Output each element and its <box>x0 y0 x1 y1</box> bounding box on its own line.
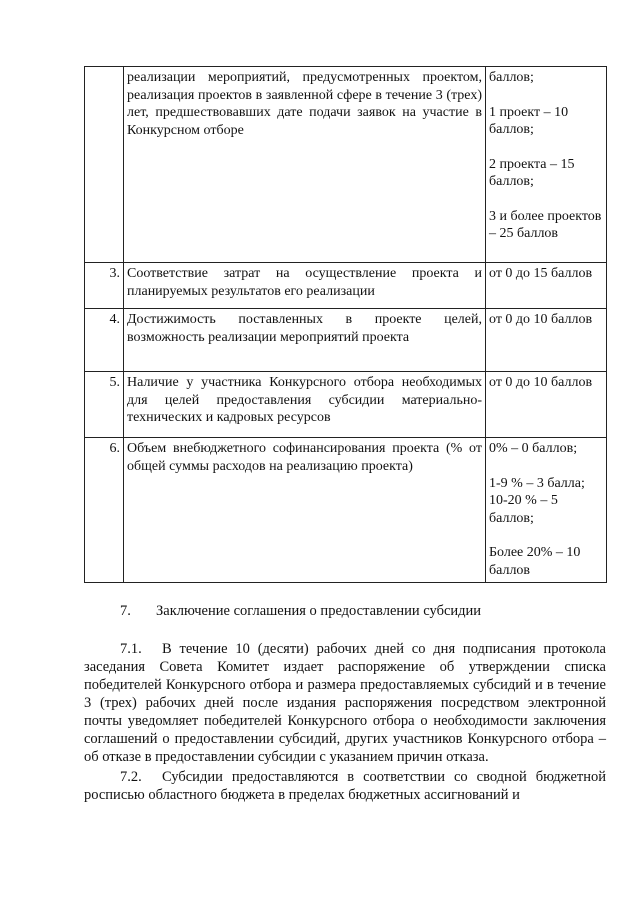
row-number: 6. <box>85 438 124 583</box>
criterion-description: Достижимость поставленных в проекте целей, возможность реализации мероприятий проекта <box>124 309 486 372</box>
score-line: 1-9 % – 3 балла; <box>489 475 585 491</box>
row-number: 4. <box>85 309 124 372</box>
paragraph-text: В течение 10 (десяти) рабочих дней со дня подписания протокола заседания Совета Комитет издает распоряжение об утверждении списка победителей Конкурсного отбора и размера предоставляемых субсидий и в течение 3 (трех) рабочих дней после издания распоряжения посредством электронной почты уведомляет победителей Конкурсного отбора о необходимости заключения соглашений о предоставлении субсидий, других участников Конкурсного отбора – об отказе в предоставлении субсидии с указанием причин отказа. <box>84 641 606 765</box>
paragraph-text: Субсидии предоставляются в соответствии со сводной бюджетной росписью областного бюджета в пределах бюджетных ассигнований и <box>84 769 606 803</box>
table-row <box>85 438 607 583</box>
score-line: от 0 до 10 баллов <box>489 312 593 327</box>
table-row <box>85 263 607 309</box>
score-line: от 0 до 10 баллов <box>489 375 593 390</box>
score-line: 3 и более проектов – 25 баллов <box>489 208 602 241</box>
score-line: Более 20% – 10 баллов <box>489 545 581 578</box>
score-line: 0% – 0 баллов; <box>489 441 578 456</box>
paragraph-number: 7.2. <box>120 769 142 785</box>
criterion-description: Наличие у участника Конкурсного отбора необходимых для целей предоставления субсидии материально-технических и кадровых ресурсов <box>124 372 486 438</box>
criterion-description: Объем внебюджетного софинансирования проекта (% от общей суммы расходов на реализацию проекта) <box>124 438 486 583</box>
score-line: 1 проект – 10 баллов; <box>489 104 569 137</box>
criterion-description: Соответствие затрат на осуществление проекта и планируемых результатов его реализации <box>124 263 486 309</box>
score-line: 10-20 % – 5 баллов; <box>489 493 558 526</box>
paragraph-7-2 <box>84 768 606 804</box>
paragraph-number: 7.1. <box>120 641 142 657</box>
table-row <box>85 372 607 438</box>
section-title: Заключение соглашения о предоставлении субсидии <box>156 603 482 619</box>
table-row <box>85 67 607 263</box>
row-number: 3. <box>85 263 124 309</box>
score-line: 2 проекта – 15 баллов; <box>489 156 575 189</box>
section-heading <box>84 602 606 620</box>
row-number <box>85 67 124 263</box>
score-cell <box>486 438 607 583</box>
criteria-table <box>84 66 607 583</box>
score-cell <box>486 67 607 263</box>
score-line: баллов; <box>489 70 534 85</box>
table-row <box>85 309 607 372</box>
score-cell <box>486 372 607 438</box>
score-cell <box>486 309 607 372</box>
row-number: 5. <box>85 372 124 438</box>
score-cell <box>486 263 607 309</box>
score-line: от 0 до 15 баллов <box>489 266 593 281</box>
paragraph-7-1 <box>84 640 606 766</box>
section-number: 7. <box>120 603 131 619</box>
criterion-description: реализации мероприятий, предусмотренных проектом, реализация проектов в заявленной сфере в течение 3 (трех) лет, предшествовавших дате подачи заявок на участие в Конкурсном отборе <box>124 67 486 263</box>
